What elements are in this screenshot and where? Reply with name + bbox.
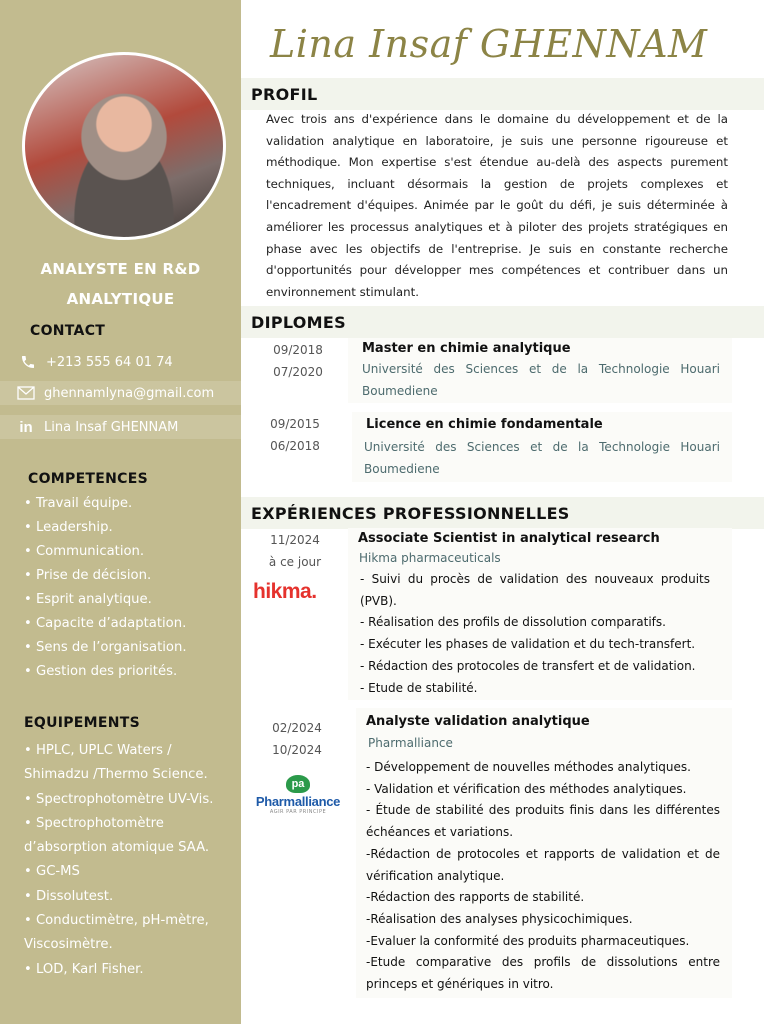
task-item: - Suivi du procès de validation des nouveaux produits (PVB). xyxy=(360,572,710,608)
task-item: - Etude de stabilité. xyxy=(360,680,478,695)
date-start: 02/2024 xyxy=(272,721,322,735)
email-row[interactable] xyxy=(0,381,241,405)
experiences-heading: EXPÉRIENCES PROFESSIONNELLES xyxy=(241,497,764,529)
profil-heading: PROFIL xyxy=(241,78,764,110)
job-title-line-1: ANALYSTE EN R&D xyxy=(40,260,201,278)
experience-company: Pharmalliance xyxy=(368,736,453,750)
date-start: 09/2015 xyxy=(270,417,320,431)
competence-item: • Communication. xyxy=(24,544,145,559)
competences-heading: COMPETENCES xyxy=(28,471,148,487)
task-item: -Evaluer la conformité des produits pharmaceutiques. xyxy=(366,933,690,948)
task-item: - Exécuter les phases de validation et du tech-transfert. xyxy=(360,637,696,652)
competence-item: • Leadership. xyxy=(24,520,113,535)
phone-number: +213 555 64 01 74 xyxy=(46,354,173,370)
linkedin-icon: in xyxy=(19,418,33,436)
diploma-school: Université des Sciences et de la Technologie Houari Boumediene xyxy=(364,440,720,476)
pharmalliance-tagline: AGIR PAR PRINCIPE xyxy=(269,809,327,815)
profil-text: Avec trois ans d'expérience dans le domaine du développement et de la validation analytique en laboratoire, je suis une personne rigoureuse et méthodique. Mon expertise s'est étendue au-delà des aspects purement techniques, incluant désormais la gestion de projets complexes et l'encadrement d'équipes. Animée par le goût du défi, je suis déterminée à améliorer les processus analytiques et à piloter des projets stratégiques en phase avec les objectifs de l'entreprise. Je suis en constante recherche d'opportunités pour développer mes compétences et contribuer dans un environnement stimulant. xyxy=(266,112,728,299)
competence-item: • Esprit analytique. xyxy=(24,592,152,607)
experience-company: Hikma pharmaceuticals xyxy=(359,551,501,565)
experience-dates xyxy=(262,717,332,761)
task-item: - Réalisation des profils de dissolution comparatifs. xyxy=(360,615,666,630)
email-address: ghennamlyna@gmail.com xyxy=(44,385,215,401)
task-item: -Rédaction de protocoles et rapports de validation et de vérification analytique. xyxy=(366,846,720,883)
competence-item: • Sens de l’organisation. xyxy=(24,640,187,655)
competence-item: • Prise de décision. xyxy=(24,568,152,583)
profile-photo xyxy=(22,52,226,240)
diplomes-heading: DIPLOMES xyxy=(241,306,764,338)
experience-tasks xyxy=(366,757,720,996)
sidebar xyxy=(0,0,241,1024)
date-end: 10/2024 xyxy=(272,743,322,757)
job-title xyxy=(0,254,241,314)
equipements-heading: EQUIPEMENTS xyxy=(24,715,141,731)
experience-dates xyxy=(260,529,330,573)
pharmalliance-wordmark: Pharmalliance xyxy=(255,794,341,809)
envelope-icon xyxy=(16,383,36,403)
linkedin-name: Lina Insaf GHENNAM xyxy=(44,419,179,435)
hikma-logo: hikma. xyxy=(253,580,317,603)
date-start: 09/2018 xyxy=(273,343,323,357)
date-end: 07/2020 xyxy=(273,365,323,379)
competences-list xyxy=(24,492,187,684)
task-item: - Développement de nouvelles méthodes analytiques. xyxy=(366,760,691,774)
phone-row[interactable] xyxy=(0,350,241,374)
competence-item: • Travail équipe. xyxy=(24,496,133,511)
diploma-school: Université des Sciences et de la Technologie Houari Boumediene xyxy=(362,362,720,398)
task-item: - Rédaction des protocoles de transfert et de validation. xyxy=(360,658,696,673)
pharmalliance-logo xyxy=(250,772,346,815)
experience-title: Analyste validation analytique xyxy=(366,714,590,729)
job-title-line-2: ANALYTIQUE xyxy=(66,290,175,308)
date-end: 06/2018 xyxy=(270,439,320,453)
task-item: - Étude de stabilité des produits finis dans les différentes échéances et variations. xyxy=(366,803,720,840)
date-start: 11/2024 xyxy=(270,533,320,547)
competence-item: • Capacite d’adaptation. xyxy=(24,616,187,631)
candidate-name: Lina Insaf GHENNAM xyxy=(270,22,708,66)
competence-item: • Gestion des priorités. xyxy=(24,664,178,679)
experience-title: Associate Scientist in analytical research xyxy=(358,531,660,546)
diploma-dates xyxy=(263,339,333,383)
experience-tasks xyxy=(360,569,710,699)
date-end: à ce jour xyxy=(268,555,322,569)
diploma-dates xyxy=(260,413,330,457)
linkedin-row[interactable] xyxy=(0,415,241,439)
equipements-list: • HPLC, UPLC Waters / Shimadzu /Thermo Science. • Spectrophotomètre UV-Vis. • Spectrophotomètre d’absorption atomique SAA. • GC-MS • Dissolutest. • Conductimètre, pH-mètre, Viscosimètre. • LOD, Karl Fisher. xyxy=(24,743,214,977)
contact-heading: CONTACT xyxy=(30,323,106,339)
diploma-title: Licence en chimie fondamentale xyxy=(366,417,603,432)
task-item: -Réalisation des analyses physicochimiques. xyxy=(366,911,633,926)
pharmalliance-mark: pa xyxy=(286,775,310,793)
task-item: -Rédaction des rapports de stabilité. xyxy=(366,890,585,905)
task-item: - Validation et vérification des méthodes analytiques. xyxy=(366,781,687,796)
diploma-title: Master en chimie analytique xyxy=(362,341,571,356)
task-item: -Etude comparative des profils de dissolutions entre princeps et génériques in vitro. xyxy=(366,955,720,992)
phone-icon xyxy=(18,352,38,372)
